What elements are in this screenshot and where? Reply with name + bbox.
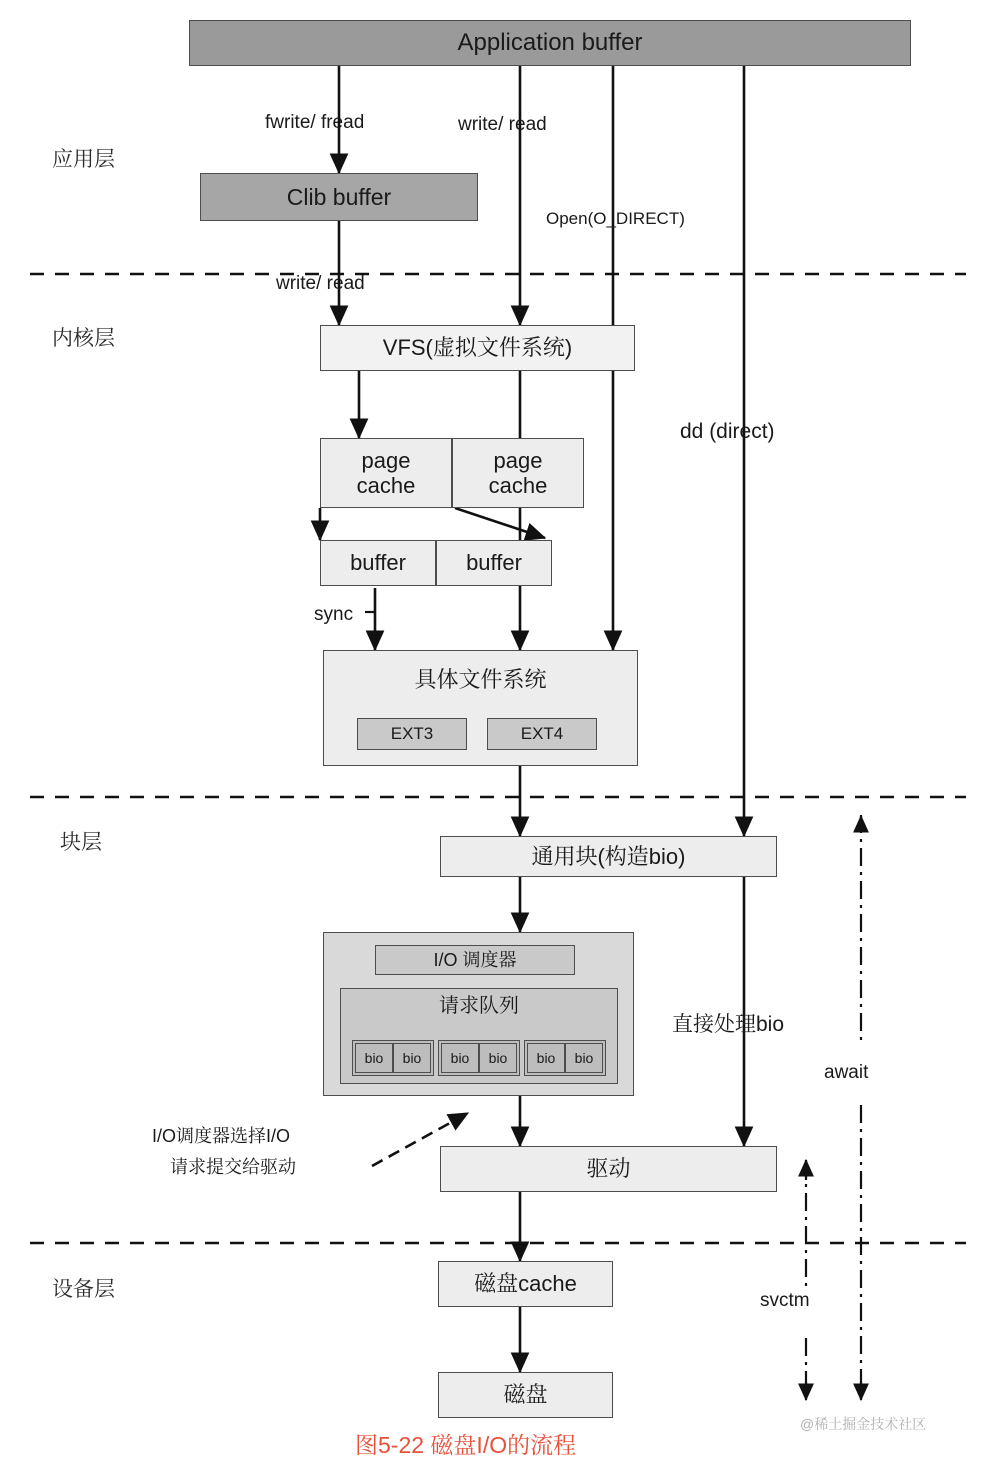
edge-label-dd-direct: dd (direct) [680, 420, 775, 443]
node-ext4: EXT4 [487, 718, 597, 750]
node-buffer-1: buffer [320, 540, 436, 586]
node-bio-3: bio [441, 1043, 479, 1073]
node-vfs: VFS(虚拟文件系统) [320, 325, 635, 371]
figure-caption: 图5-22 磁盘I/O的流程 [355, 1432, 577, 1458]
node-bio-1: bio [355, 1043, 393, 1073]
edge-label-sync: sync [314, 604, 354, 625]
edge-label-await: await [824, 1062, 869, 1083]
node-buffer-2: buffer [436, 540, 552, 586]
node-application-buffer: Application buffer [189, 20, 911, 66]
note-scheduler-line1: I/O调度器选择I/O [152, 1126, 291, 1146]
layer-label-block: 块层 [60, 831, 102, 854]
node-ext3: EXT3 [357, 718, 467, 750]
node-bio-2: bio [393, 1043, 431, 1073]
layer-label-kernel: 内核层 [52, 327, 115, 350]
edge-label-open-o-direct: Open(O_DIRECT) [546, 209, 685, 228]
edge-label-direct-bio: 直接处理bio [672, 1013, 785, 1036]
node-request-queue-label: 请求队列 [439, 995, 519, 1017]
node-concrete-fs-label: 具体文件系统 [414, 667, 547, 692]
node-page-cache-1-line1: page [361, 447, 411, 473]
layer-label-app: 应用层 [52, 148, 115, 171]
node-page-cache-1 [320, 438, 452, 508]
node-clib-buffer: Clib buffer [200, 173, 478, 221]
note-scheduler-line2: 请求提交给驱动 [170, 1157, 296, 1177]
edge-label-svctm: svctm [760, 1290, 810, 1311]
edge-label-fwrite-fread: fwrite/ fread [265, 112, 365, 133]
edge-label-write-read-top: write/ read [458, 114, 547, 135]
node-page-cache-1-line2: cache [356, 473, 416, 498]
node-bio-5: bio [527, 1043, 565, 1073]
node-io-scheduler: I/O 调度器 [375, 945, 575, 975]
edge-label-write-read-mid: write/ read [276, 273, 365, 294]
node-bio-6: bio [565, 1043, 603, 1073]
node-disk: 磁盘 [438, 1372, 613, 1418]
node-page-cache-2-line2: cache [488, 473, 548, 498]
node-page-cache-2-line1: page [493, 447, 543, 473]
watermark: @稀土掘金技术社区 [800, 1416, 927, 1432]
node-bio-4: bio [479, 1043, 517, 1073]
node-generic-block: 通用块(构造bio) [440, 836, 777, 877]
node-page-cache-2 [452, 438, 584, 508]
layer-label-device: 设备层 [52, 1278, 115, 1301]
node-driver: 驱动 [440, 1146, 777, 1192]
node-disk-cache: 磁盘cache [438, 1261, 613, 1307]
